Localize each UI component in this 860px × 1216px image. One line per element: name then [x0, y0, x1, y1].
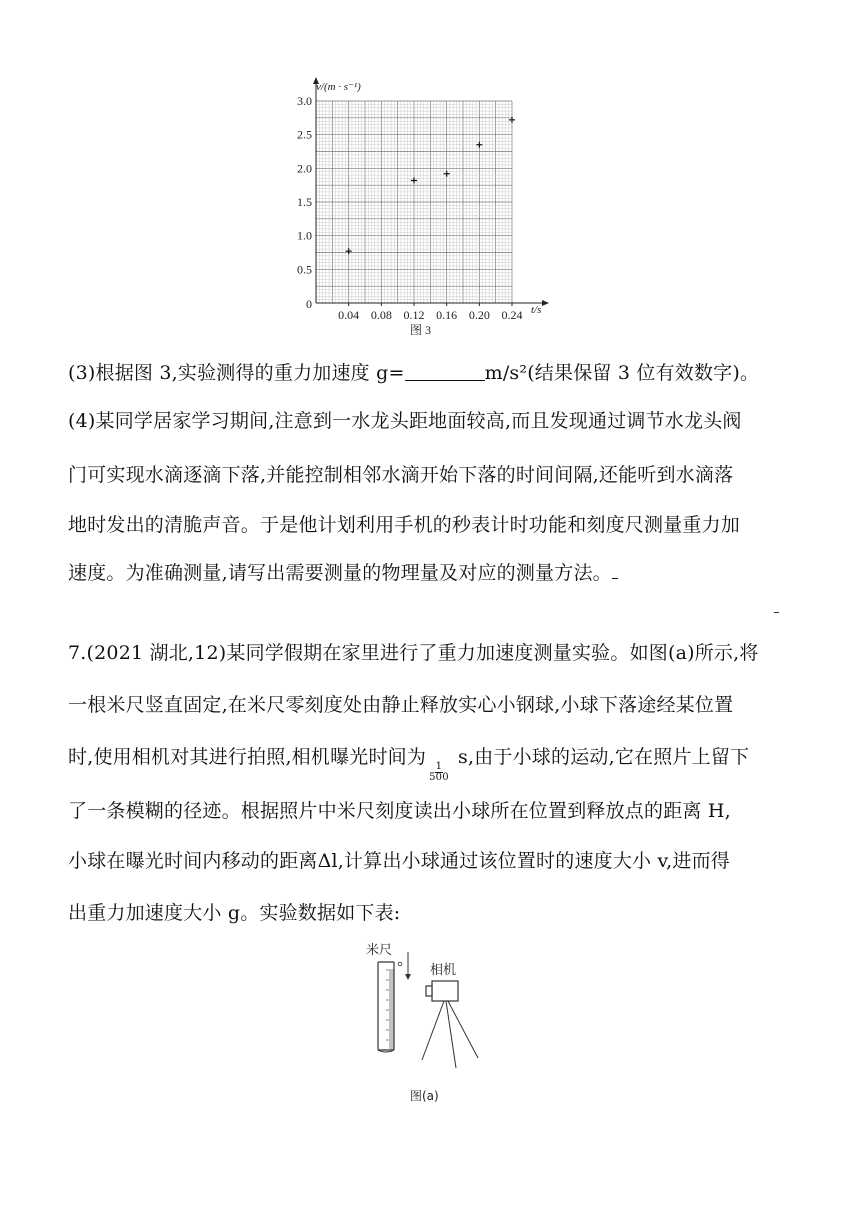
- x-tick-label: 0.20: [468, 308, 490, 322]
- q4-line-4-text: 速度。为准确测量,请写出需要测量的物理量及对应的测量方法。: [68, 562, 612, 584]
- q4-line-4: [68, 558, 618, 585]
- chart-tick-labels: [297, 94, 523, 322]
- q3-text-after: m/s²(结果保留 3 位有效数字)。: [484, 362, 760, 384]
- q7-line-2: 一根米尺竖直固定,在米尺零刻度处由静止释放实心小钢球,小球下落途经某位置: [68, 694, 734, 716]
- ruler-illustration: [378, 962, 394, 1052]
- q4-line-2: 门可实现水滴逐滴下落,并能控制相邻水滴开始下落的时间间隔,还能听到水滴落: [68, 464, 734, 486]
- q7-line-5: 小球在曝光时间内移动的距离Δl,计算出小球通过该位置时的速度大小 v,进而得: [68, 850, 730, 872]
- y-tick-label: 2.0: [297, 161, 312, 176]
- camera-label: 相机: [430, 963, 457, 978]
- y-tick-label: 1.5: [297, 195, 312, 209]
- y-tick-label: 1.0: [297, 228, 312, 243]
- q4-line-1: (4)某同学居家学习期间,注意到一水龙头距地面较高,而且发现通过调节水龙头阀: [68, 410, 742, 432]
- question-3: [68, 358, 759, 385]
- figure-a-caption: 图(a): [410, 1089, 439, 1103]
- x-axis-arrow-icon: [542, 300, 549, 306]
- y-tick-label: 2.5: [297, 127, 312, 142]
- x-tick-label: 0.12: [403, 308, 425, 322]
- y-tick-label: 0.5: [297, 262, 312, 277]
- chart-xlabel: t/s: [531, 304, 542, 316]
- chart-caption: 图 3: [410, 323, 432, 337]
- data-point: [476, 142, 482, 148]
- fall-direction-arrow-icon: [405, 952, 411, 980]
- x-tick-label: 0.08: [370, 308, 392, 322]
- q7-line-1: 7.(2021 湖北,12)某同学假期在家里进行了重力加速度测量实验。如图(a)所示,将: [68, 642, 759, 664]
- exposure-fraction: [428, 762, 450, 783]
- figure-a-diagram: [360, 940, 510, 1110]
- x-tick-label: 0.04: [338, 308, 360, 322]
- chart-ylabel: v/(m · s⁻¹): [316, 81, 361, 93]
- fraction-denominator: 500: [429, 772, 449, 783]
- q7-line-3-after: s,由于小球的运动,它在照片上留下: [451, 746, 750, 768]
- q3-text-before: (3)根据图 3,实验测得的重力加速度 g=: [68, 362, 405, 384]
- x-tick-label: 0.16: [436, 308, 458, 322]
- y-tick-label: 3.0: [297, 94, 312, 108]
- camera-icon: [422, 981, 478, 1068]
- answer-blank-g[interactable]: [405, 362, 485, 381]
- chart-origin-label: 0: [306, 297, 312, 311]
- chart-grid: [316, 101, 512, 303]
- steel-ball: [398, 962, 402, 966]
- q4-line-3: 地时发出的清脆声音。于是他计划利用手机的秒表计时功能和刻度尺测量重力加: [68, 514, 741, 536]
- answer-line-stub: [612, 564, 618, 579]
- q7-line-3: [68, 742, 749, 783]
- ruler-label: 米尺: [366, 943, 393, 958]
- fraction-numerator: 1: [435, 761, 443, 772]
- x-tick-label: 0.24: [501, 308, 523, 322]
- q7-line-6: 出重力加速度大小 g。实验数据如下表:: [68, 902, 401, 924]
- velocity-time-chart: [270, 72, 560, 344]
- q7-line-4: 了一条模糊的径迹。根据照片中米尺刻度读出小球所在位置到释放点的距离 H,: [68, 800, 731, 822]
- q7-line-3-before: 时,使用相机对其进行拍照,相机曝光时间为: [68, 746, 427, 768]
- stray-dash-mark: [774, 612, 779, 613]
